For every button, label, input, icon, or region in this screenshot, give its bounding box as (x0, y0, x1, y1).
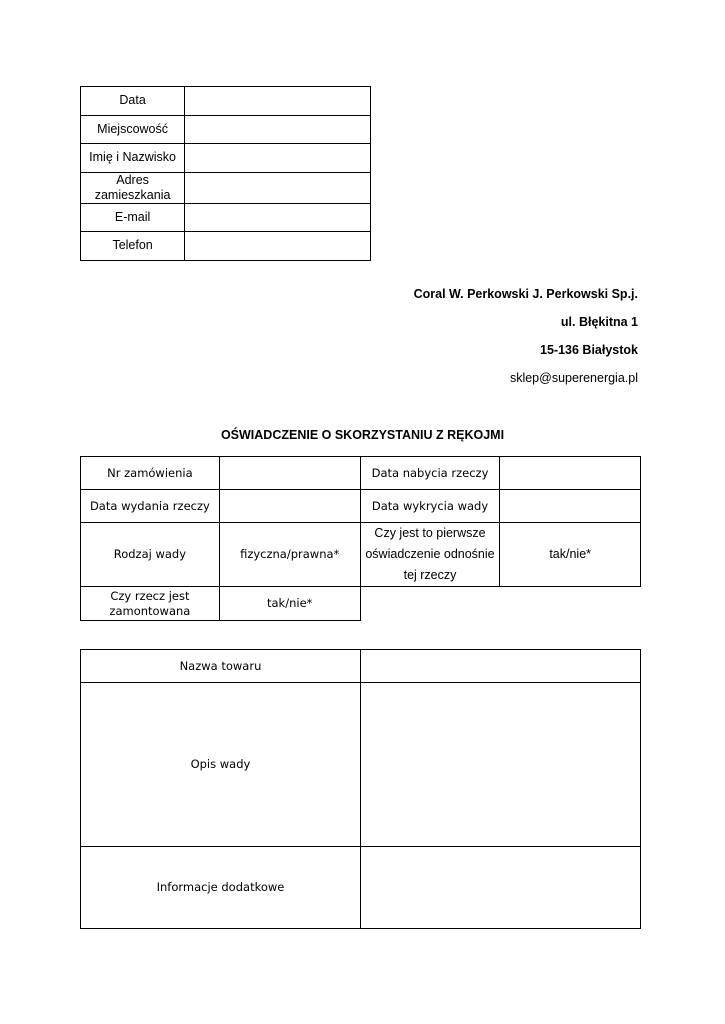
empty-cell (360, 587, 640, 621)
full-name-label: Imię i Nazwisko (81, 144, 185, 173)
defect-type-label: Rodzaj wady (81, 523, 220, 587)
release-date-field[interactable] (219, 490, 360, 523)
mounted-label: Czy rzecz jest zamontowana (81, 587, 220, 621)
town-field[interactable] (185, 115, 371, 144)
table-row (81, 203, 371, 232)
purchase-date-field[interactable] (500, 457, 641, 490)
product-name-field[interactable] (360, 650, 640, 683)
product-name-label: Nazwa towaru (81, 650, 361, 683)
company-city: 15-136 Białystok (540, 343, 638, 357)
defect-type-field[interactable]: fizyczna/prawna* (219, 523, 360, 587)
table-row (81, 232, 371, 261)
mounted-field[interactable]: tak/nie* (219, 587, 360, 621)
table-row (81, 523, 641, 587)
document-title: OŚWIADCZENIE O SKORZYSTANIU Z RĘKOJMI (220, 428, 505, 442)
phone-label: Telefon (81, 232, 185, 261)
town-label: Miejscowość (81, 115, 185, 144)
table-row (81, 457, 641, 490)
phone-field[interactable] (185, 232, 371, 261)
address-field[interactable] (185, 172, 371, 203)
additional-info-field[interactable] (360, 847, 640, 929)
personal-data-table (80, 86, 371, 261)
defect-description-label: Opis wady (81, 683, 361, 847)
full-name-field[interactable] (185, 144, 371, 173)
release-date-label: Data wydania rzeczy (81, 490, 220, 523)
purchase-date-label: Data nabycia rzeczy (360, 457, 500, 490)
table-row (81, 490, 641, 523)
table-row (81, 847, 641, 929)
email-label: E-mail (81, 203, 185, 232)
company-email: sklep@superenergia.pl (509, 371, 638, 385)
table-row (81, 650, 641, 683)
company-street: ul. Błękitna 1 (560, 315, 638, 329)
discovery-date-label: Data wykrycia wady (360, 490, 500, 523)
additional-info-label: Informacje dodatkowe (81, 847, 361, 929)
table-row (81, 587, 641, 621)
claim-details-table (80, 456, 641, 621)
table-row (81, 144, 371, 173)
product-table (80, 649, 641, 929)
date-label: Data (81, 87, 185, 116)
order-number-field[interactable] (219, 457, 360, 490)
first-statement-label: Czy jest to pierwsze oświadczenie odnośnie tej rzeczy (360, 523, 500, 587)
table-row (81, 115, 371, 144)
email-field[interactable] (185, 203, 371, 232)
address-label: Adres zamieszkania (81, 172, 185, 203)
table-row (81, 683, 641, 847)
date-field[interactable] (185, 87, 371, 116)
company-name: Coral W. Perkowski J. Perkowski Sp.j. (413, 287, 638, 301)
discovery-date-field[interactable] (500, 490, 641, 523)
order-number-label: Nr zamówienia (81, 457, 220, 490)
defect-description-field[interactable] (360, 683, 640, 847)
first-statement-field[interactable]: tak/nie* (500, 523, 641, 587)
table-row (81, 87, 371, 116)
table-row (81, 172, 371, 203)
